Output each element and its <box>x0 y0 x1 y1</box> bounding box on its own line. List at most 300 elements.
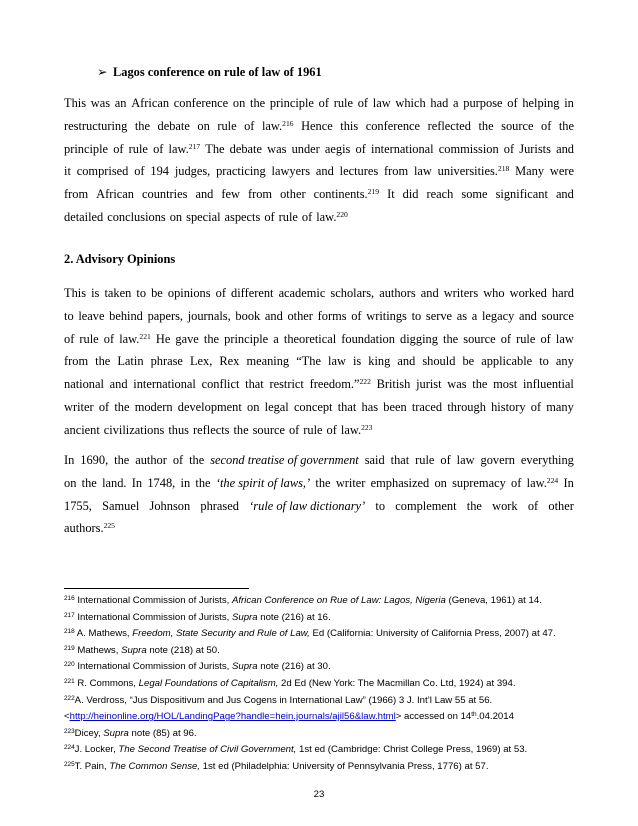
word: This <box>64 286 87 300</box>
word: foundation <box>341 331 395 346</box>
footnote-text: R. Commons, <box>74 677 139 689</box>
word: on <box>232 96 246 110</box>
word: of <box>113 141 124 156</box>
word: conference <box>365 118 421 133</box>
text-line <box>64 160 574 183</box>
word: thus <box>168 422 189 437</box>
word: writer <box>335 475 366 490</box>
word: to <box>411 308 422 323</box>
word: source <box>541 308 574 323</box>
word: source <box>463 331 496 346</box>
footnote-number: 224 <box>64 744 75 752</box>
word: law <box>328 354 346 369</box>
word: 1755, <box>64 498 92 513</box>
word: of <box>318 96 329 110</box>
word: of <box>244 118 255 133</box>
word: of <box>326 422 337 437</box>
word: Jurists <box>519 141 551 156</box>
word: He <box>155 331 171 346</box>
word: writings <box>366 308 407 323</box>
footnote-text: note (218) at 50. <box>146 644 220 656</box>
word: serve <box>425 308 453 323</box>
word: law <box>555 331 574 346</box>
paragraph-advisory-opinions <box>64 282 574 442</box>
word: any <box>555 354 574 369</box>
word: Samuel <box>102 498 140 513</box>
text-line <box>64 138 574 161</box>
word: the <box>114 453 130 467</box>
footnote-number: 220 <box>64 661 75 669</box>
word: Rex <box>219 354 240 369</box>
word: of <box>355 141 366 156</box>
text-line <box>64 92 574 115</box>
word: lawyers <box>271 164 311 179</box>
word: which <box>395 96 426 110</box>
word: worked <box>509 286 547 300</box>
word: the <box>114 399 130 414</box>
word: as <box>456 308 468 323</box>
word: African <box>131 96 170 110</box>
word: Many <box>515 164 545 179</box>
word: who <box>483 286 505 300</box>
word: of <box>507 96 518 110</box>
word: source <box>501 118 534 133</box>
word: the <box>315 475 331 490</box>
word: the <box>195 475 211 490</box>
word: reflected <box>427 118 471 133</box>
footnote-number: 218 <box>64 628 75 636</box>
paragraph-lagos-conference <box>64 92 574 229</box>
word: aspects <box>224 209 261 224</box>
word: of <box>500 331 512 346</box>
word: reflects <box>193 422 230 437</box>
word: through <box>447 399 486 414</box>
word: and <box>195 187 214 202</box>
footnote-text: note (216) at 16. <box>257 611 331 623</box>
footnote-text: 1st ed (Philadelphia: University of Pennsylvania Press, 1776) at 57. <box>200 760 489 772</box>
word: conflict <box>201 377 240 392</box>
word: journals, <box>187 308 231 323</box>
word: the <box>95 354 111 369</box>
word: some <box>461 187 488 202</box>
word: supremacy <box>452 475 506 490</box>
word: conference <box>173 96 229 110</box>
word: law.$^{220}$ <box>316 209 348 224</box>
word: in <box>564 96 574 110</box>
word: It <box>387 187 395 202</box>
word: of <box>301 209 313 224</box>
text-line <box>64 282 574 305</box>
word: rule <box>415 453 435 467</box>
word: law <box>456 453 475 467</box>
word: different <box>231 286 274 300</box>
word: meaning <box>246 354 290 369</box>
word: rule <box>303 422 323 437</box>
footnote <box>64 659 584 676</box>
word: universities.$^{218}$ <box>437 164 510 179</box>
word: few <box>221 187 240 202</box>
word: legacy <box>481 308 515 323</box>
footnote <box>64 742 584 759</box>
text-line <box>64 396 574 419</box>
word: 1748, <box>147 475 176 490</box>
word: phrased <box>200 498 239 513</box>
word: to <box>136 286 147 300</box>
word: This <box>64 96 87 110</box>
word: law.$^{223}$ <box>340 422 373 437</box>
word: authors.$^{225}$ <box>64 521 115 536</box>
word: law.$^{216}$ <box>261 118 294 133</box>
word: civilizations <box>103 422 165 437</box>
footnote-number: 222 <box>64 694 75 702</box>
footnote-link[interactable]: http://heinonline.org/HOL/LandingPage?handle=hein.journals/ajil56&law.html <box>69 711 396 723</box>
word: the <box>134 118 150 133</box>
footnote-text: A. Verdross, “Jus Dispositivum and Jus Cogens in International Law” (1966) 3 J. Int’l Law 55 at 56. <box>74 694 493 706</box>
word: rule <box>79 331 99 346</box>
word: that <box>390 453 410 467</box>
footnote-ref: 223 <box>361 422 373 432</box>
word: the <box>233 422 249 437</box>
word: was <box>90 96 111 110</box>
word: opinions <box>167 286 211 300</box>
word: it <box>64 164 71 179</box>
word: a <box>453 96 459 110</box>
word: practicing <box>216 164 266 179</box>
word: and <box>556 141 574 156</box>
footnote-number: 217 <box>64 611 75 619</box>
footnote-text: 1st ed (Cambridge: Christ College Press, 1969) at 53. <box>296 744 528 756</box>
word: principle <box>224 331 269 346</box>
footnote-title: The Common Sense, <box>109 760 200 772</box>
word: rule <box>128 141 148 156</box>
word: and <box>518 308 537 323</box>
word: conclusions <box>107 209 166 224</box>
word: everything <box>520 453 574 467</box>
bullet-heading <box>97 64 322 80</box>
word: British <box>376 377 411 392</box>
word: second treatise of government <box>210 453 359 467</box>
word: said <box>364 453 385 467</box>
footnote-ref: 224 <box>546 475 559 485</box>
footnote-number: 223 <box>64 727 75 735</box>
footnote-title: Freedom, State Security and Rule of Law, <box>132 628 310 640</box>
word: the <box>472 377 488 392</box>
word: Johnson <box>149 498 191 513</box>
text-line <box>64 115 574 138</box>
word: law <box>372 96 391 110</box>
word: to <box>64 308 74 323</box>
word: academic <box>278 286 326 300</box>
footnote-text: Mathews, <box>74 644 122 656</box>
word: the <box>466 498 482 513</box>
word: to <box>375 498 386 513</box>
footnote-ref: 220 <box>336 209 348 219</box>
footnote-ref: 217 <box>188 141 201 151</box>
footnote-ref: 225 <box>103 521 115 531</box>
footnote <box>64 610 584 627</box>
text-line <box>64 183 574 206</box>
footnote-text: A. Mathews, <box>74 628 133 640</box>
word: and <box>264 308 283 323</box>
footnote-number: 225 <box>64 760 75 768</box>
word: writers <box>443 286 479 300</box>
word: the <box>478 118 494 133</box>
footnote-ref: 219 <box>367 187 380 197</box>
word: of <box>511 475 522 490</box>
word: has <box>361 399 379 414</box>
word: from <box>384 164 409 179</box>
word: of <box>64 331 75 346</box>
footnote-text: 2d Ed (New York: The Macmillan Co. Ltd, 1924) at 394. <box>278 677 516 689</box>
word: of <box>527 498 539 513</box>
word: of <box>288 422 300 437</box>
footnote-number: 216 <box>64 595 75 602</box>
word: comprised <box>76 164 129 179</box>
word: of <box>540 331 551 346</box>
word: theoretical <box>283 331 337 346</box>
word: behind <box>109 308 143 323</box>
word: other <box>548 498 574 513</box>
word: work <box>492 498 518 513</box>
word: Lex, <box>189 354 213 369</box>
word: ancient <box>64 422 100 437</box>
word: rule <box>333 96 353 110</box>
word: rule <box>516 331 536 346</box>
word: other <box>287 308 313 323</box>
word: Hence <box>301 118 333 133</box>
text-line <box>64 305 574 328</box>
footnote-title: African Conference on Rue of Law: Lagos, Nigeria <box>231 595 446 606</box>
footnote-ref: 218 <box>497 164 510 174</box>
word: rule <box>278 209 298 224</box>
footnote-text: Dicey, <box>74 727 104 739</box>
word: the <box>203 331 220 346</box>
word: be <box>151 286 163 300</box>
word: emphasized <box>370 475 430 490</box>
footnote-separator <box>64 588 249 589</box>
word: and <box>315 164 334 179</box>
footnote <box>64 593 584 610</box>
word: be <box>462 354 475 369</box>
word: gave <box>175 331 199 346</box>
footnote-ref: 221 <box>139 331 151 341</box>
footnote <box>64 643 584 660</box>
footnotes <box>64 593 584 776</box>
text-line <box>64 495 574 518</box>
word: of <box>530 399 542 414</box>
word: continents.$^{219}$ <box>313 187 380 202</box>
footnote-text: (Geneva, 1961) at 14. <box>445 595 542 606</box>
word: 1690, <box>80 453 109 467</box>
word: In <box>131 475 143 490</box>
footnote-title: Supra <box>103 727 129 739</box>
word: principle <box>64 141 109 156</box>
footnote-text: T. Pain, <box>74 760 110 772</box>
word: applicable <box>481 354 533 369</box>
footnote <box>64 709 584 726</box>
word: the <box>443 331 459 346</box>
text-line <box>64 373 574 396</box>
bullet-heading-text: Lagos conference on rule of law of 1961 <box>113 65 322 79</box>
word: history <box>491 399 526 414</box>
footnote-title: The Second Treatise of Civil Government, <box>118 744 297 756</box>
footnote-text: .04.2014 <box>476 711 514 723</box>
word: The <box>205 141 225 156</box>
word: countries <box>142 187 188 202</box>
word: from <box>64 354 89 369</box>
footnote-text: Ed (California: University of California Press, 2007) at 47. <box>309 628 556 640</box>
word: the <box>81 475 97 490</box>
ordinal-suffix: th <box>471 711 477 719</box>
word: scholars, <box>330 286 375 300</box>
word: of <box>103 331 115 346</box>
word: book <box>235 308 261 323</box>
word: of <box>541 118 552 133</box>
word: forms <box>317 308 347 323</box>
footnote-text: < <box>64 711 70 723</box>
word: of <box>351 308 362 323</box>
word: been <box>383 399 407 414</box>
word: and <box>555 187 574 202</box>
word: modern <box>134 399 173 414</box>
text-line <box>64 328 574 351</box>
footnote-number: 221 <box>64 677 75 685</box>
word: of <box>98 399 110 414</box>
word: traced <box>411 399 443 414</box>
word: of <box>153 141 164 156</box>
footnote-ref: 222 <box>359 377 371 387</box>
word: significant <box>495 187 548 202</box>
word: Latin <box>117 354 144 369</box>
text-line <box>64 517 574 540</box>
word: is <box>352 354 362 369</box>
word: detailed <box>64 209 104 224</box>
word: author <box>135 453 167 467</box>
word: judges, <box>174 164 211 179</box>
text-line <box>64 419 574 442</box>
word: did <box>402 187 419 202</box>
word: freedom.”$^{222}$ <box>309 377 371 392</box>
paragraph-history <box>64 449 574 540</box>
word: on <box>197 118 210 133</box>
word: of <box>440 453 451 467</box>
word: principle <box>269 96 314 110</box>
word: under <box>291 141 320 156</box>
word: In <box>563 475 574 490</box>
word: the <box>250 96 266 110</box>
word: authors <box>379 286 416 300</box>
word: commission <box>438 141 499 156</box>
word: aegis <box>324 141 351 156</box>
footnote-text: > accessed on 14 <box>395 711 472 723</box>
word: leave <box>78 308 105 323</box>
word: on <box>434 475 447 490</box>
footnote-text: note (216) at 30. <box>257 661 331 673</box>
word: of <box>503 141 515 156</box>
footnote-number: 219 <box>64 644 75 652</box>
footnote-title: Supra <box>231 611 258 623</box>
page-number: 23 <box>313 789 325 800</box>
word: on <box>169 209 183 224</box>
word: from <box>64 187 89 202</box>
word: land. <box>102 475 127 490</box>
word: writer <box>64 399 94 414</box>
footnote-text: International Commission of Jurists, <box>74 661 232 673</box>
footnote <box>64 759 584 776</box>
word: international <box>371 141 434 156</box>
word: to <box>539 354 549 369</box>
word: law.$^{224}$ <box>526 475 559 490</box>
word: the <box>558 118 574 133</box>
word: papers, <box>147 308 184 323</box>
word: 194 <box>150 164 169 179</box>
word: development <box>177 399 242 414</box>
word: of <box>264 209 275 224</box>
word: this <box>340 118 359 133</box>
word: “The <box>296 354 321 369</box>
word: influential <box>522 377 574 392</box>
word: a <box>273 331 279 346</box>
word: hard <box>551 286 574 300</box>
word: should <box>422 354 456 369</box>
word: most <box>493 377 518 392</box>
footnote-title: Supra <box>121 644 147 656</box>
word: of <box>357 96 369 110</box>
word: debate <box>157 118 190 133</box>
word: was <box>447 377 467 392</box>
word: reach <box>426 187 454 202</box>
word: law <box>413 164 432 179</box>
word: a <box>471 308 478 323</box>
footnote-text: International Commission of Jurists, <box>74 595 232 606</box>
footnote <box>64 693 584 710</box>
word: that <box>337 399 357 414</box>
word: lectures <box>339 164 379 179</box>
word: debate <box>229 141 262 156</box>
word: African <box>96 187 134 202</box>
word: and <box>109 377 128 392</box>
word: ‘the spirit of laws,’ <box>215 475 311 490</box>
word: were <box>549 164 574 179</box>
word: of <box>134 164 145 179</box>
word: legal <box>264 399 289 414</box>
word: ‘rule of law dictionary’ <box>249 498 366 513</box>
section-heading: 2. Advisory Opinions <box>64 252 176 266</box>
word: law.$^{217}$ <box>168 141 201 156</box>
footnote-title: Legal Foundations of Capitalism, <box>138 677 279 689</box>
word: helping <box>522 96 560 110</box>
word: many <box>546 399 574 414</box>
footnote-text: International Commission of Jurists, <box>74 611 232 623</box>
word: source <box>252 422 285 437</box>
word: of <box>172 453 184 467</box>
word: an <box>114 96 127 110</box>
word: is <box>91 286 100 300</box>
word: had <box>430 96 449 110</box>
word: complement <box>395 498 457 513</box>
word: and <box>397 354 416 369</box>
word: national <box>64 377 104 392</box>
word: other <box>280 187 306 202</box>
footnote-title: Supra <box>231 661 258 673</box>
text-line <box>64 472 574 495</box>
word: law.$^{221}$ <box>119 331 151 346</box>
footnote <box>64 726 584 743</box>
footnote-ref: 216 <box>282 118 294 128</box>
word: digging <box>400 331 438 346</box>
word: on <box>247 399 260 414</box>
word: govern <box>480 453 515 467</box>
